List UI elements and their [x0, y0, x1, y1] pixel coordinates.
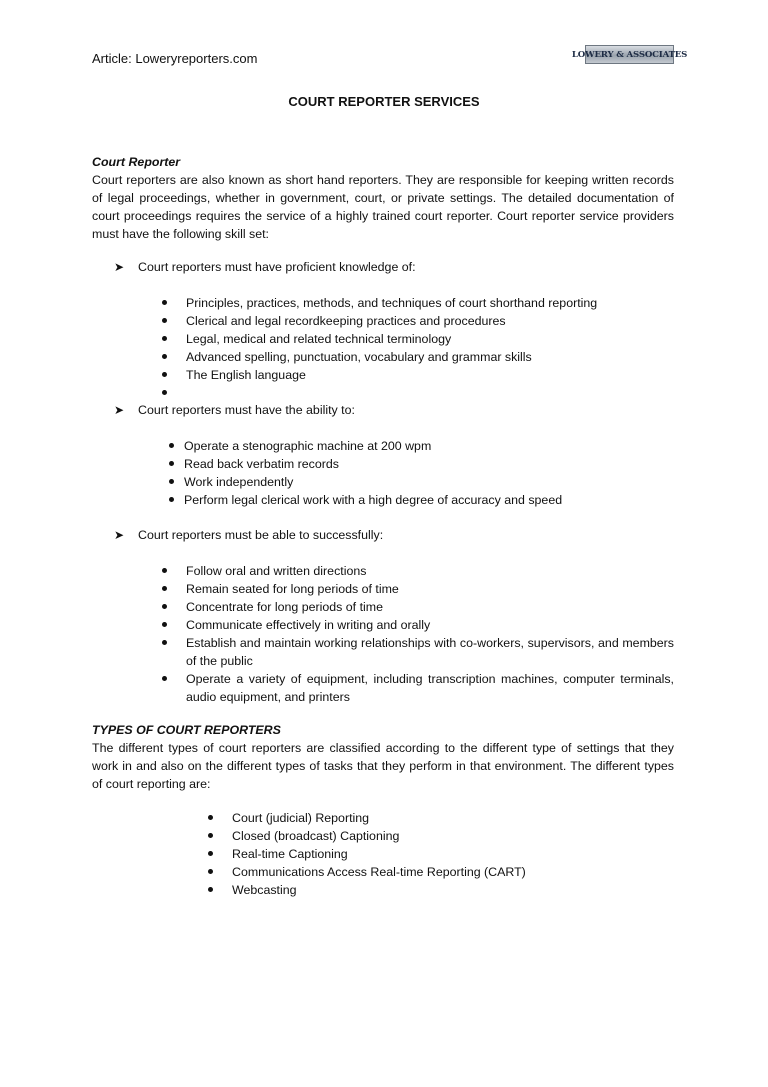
list-item: Perform legal clerical work with a high degree of accuracy and speed	[184, 491, 674, 509]
types-paragraph: The different types of court reporters are classified according to the different type of settings that they work in and also on the different types of tasks that they perform in that environment. The different types of court reporting are:	[92, 741, 674, 791]
ability-list	[184, 437, 674, 509]
arrow-bullet-icon: ➤	[114, 403, 125, 417]
list-item: Communicate effectively in writing and orally	[186, 616, 674, 634]
list-item: Clerical and legal recordkeeping practices and procedures	[186, 312, 674, 330]
arrow-bullet-icon: ➤	[114, 260, 125, 274]
court-reporter-paragraph: Court reporters are also known as short hand reporters. They are responsible for keeping written records of legal proceedings, whether in government, court, or private settings. The detailed documentation of court proceedings requires the service of a highly trained court reporter. Court reporter service providers must have the following skill set:	[92, 173, 674, 241]
list-item: Principles, practices, methods, and techniques of court shorthand reporting	[186, 294, 674, 312]
skill-group-label: Court reporters must have the ability to:	[138, 403, 355, 417]
types-heading: TYPES OF COURT REPORTERS	[92, 723, 281, 737]
list-item: Communications Access Real-time Reporting (CART)	[232, 863, 674, 881]
list-item: Closed (broadcast) Captioning	[232, 827, 674, 845]
list-item: Legal, medical and related technical terminology	[186, 330, 674, 348]
list-item: Real-time Captioning	[232, 845, 674, 863]
list-item: Court (judicial) Reporting	[232, 809, 674, 827]
lowery-associates-logo: LOWERY & ASSOCIATES	[585, 45, 674, 64]
list-item: Read back verbatim records	[184, 455, 674, 473]
list-item: Work independently	[184, 473, 674, 491]
skill-group-label: Court reporters must have proficient knowledge of:	[138, 260, 416, 274]
types-list	[232, 809, 674, 899]
list-item-empty	[186, 384, 674, 402]
skill-group-knowledge	[114, 258, 416, 276]
document-title: COURT REPORTER SERVICES	[288, 94, 480, 109]
list-item: Concentrate for long periods of time	[186, 598, 674, 616]
article-source-label: Article: Loweryreporters.com	[92, 51, 258, 66]
list-item: The English language	[186, 366, 674, 384]
skill-group-ability	[114, 401, 355, 419]
list-item: Operate a stenographic machine at 200 wpm	[184, 437, 674, 455]
list-item: Follow oral and written directions	[186, 562, 674, 580]
list-item: Operate a variety of equipment, including transcription machines, computer terminals, audio equipment, and printers	[186, 672, 674, 704]
list-item: Establish and maintain working relationships with co-workers, supervisors, and members of the public	[186, 636, 674, 668]
arrow-bullet-icon: ➤	[114, 528, 125, 542]
knowledge-list	[186, 294, 674, 402]
list-item: Advanced spelling, punctuation, vocabulary and grammar skills	[186, 348, 674, 366]
successfully-list	[186, 562, 674, 706]
skill-group-label: Court reporters must be able to successfully:	[138, 528, 384, 542]
court-reporter-heading: Court Reporter	[92, 155, 181, 169]
list-item: Remain seated for long periods of time	[186, 580, 674, 598]
list-item: Webcasting	[232, 881, 674, 899]
skill-group-successfully	[114, 526, 383, 544]
